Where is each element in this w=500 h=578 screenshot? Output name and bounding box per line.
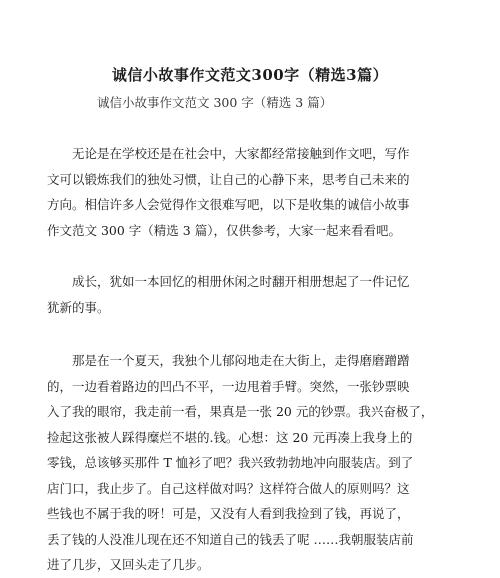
text-line: 丢了钱的人没准儿现在还不知道自己的钱丢了呢 ……我朝服装店前	[47, 531, 414, 547]
text-line: 入了我的眼帘，我走前一看，果真是一张 20 元的钞票。我兴奋极了，	[47, 404, 434, 419]
paragraph-intro	[47, 141, 447, 243]
paragraph-story	[47, 348, 447, 578]
text-line: 店门口，我止步了。自己这样做对吗？这样符合做人的原则吗？这	[47, 480, 410, 496]
text-line: 无论是在学校还是在社会中，大家都经常接触到作文吧，写作	[47, 146, 410, 161]
document-title: 诚信小故事作文范文300字（精选3篇）	[111, 66, 389, 84]
text-line: 的，一边看着路边的凹凸不平，一边甩着手臂。突然，一张钞票映	[47, 378, 410, 394]
text-line: 零钱，总该够买那件 T 恤衫了吧？我兴致勃勃地冲向服装店。到了	[47, 455, 414, 470]
document-subtitle: 诚信小故事作文范文 300 字（精选 3 篇）	[97, 95, 333, 110]
text-line: 作文范文 300 字（精选 3 篇），仅供参考，大家一起来看看吧。	[47, 222, 401, 238]
text-line: 那是在一个夏天，我独个儿郁闷地走在大街上，走得磨磨蹭蹭	[47, 353, 410, 368]
text-line: 方向。相信许多人会觉得作文很难写吧，以下是收集的诚信小故事	[47, 197, 410, 212]
text-line: 成长，犹如一本回忆的相册休闲之时翻开相册想起了一件记忆	[47, 274, 410, 289]
text-line: 犹新的事。	[47, 299, 110, 315]
text-line: 些钱也不属于我的呀！可是，又没有人看到我捡到了钱，再说了，	[47, 506, 410, 521]
text-line: 捡起这张被人踩得糜烂不堪的.钱。心想：这 20 元再凑上我身上的	[47, 429, 413, 445]
paragraph-growth	[47, 269, 447, 320]
text-line: 文可以锻炼我们的独处习惯，让自己的心静下来，思考自己未来的	[47, 171, 410, 187]
text-line: 进了几步，又回头走了几步。	[47, 557, 210, 572]
